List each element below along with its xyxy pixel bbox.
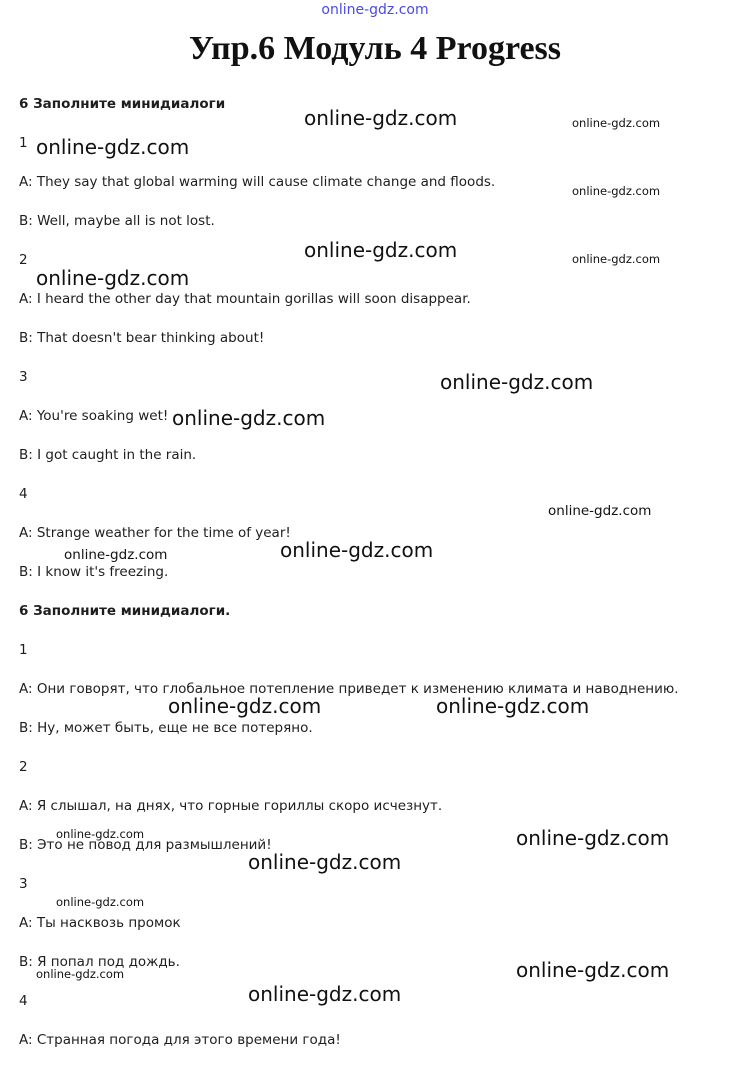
watermark: online-gdz.com	[572, 116, 661, 130]
watermark: online-gdz.com	[516, 826, 670, 850]
watermark: online-gdz.com	[280, 538, 434, 562]
watermark: online-gdz.com	[248, 982, 402, 1006]
dialog-number: 3	[19, 369, 28, 385]
watermark: online-gdz.com	[64, 547, 168, 563]
watermark: online-gdz.com	[168, 694, 322, 718]
watermark: online-gdz.com	[172, 406, 326, 430]
dialog-line-a: A: Strange weather for the time of year!	[19, 525, 291, 541]
dialog-line-b: B: I know it's freezing.	[19, 564, 169, 580]
watermark: online-gdz.com	[56, 827, 145, 841]
watermark: online-gdz.com	[36, 266, 190, 290]
dialog-line-a: A: Они говорят, что глобальное потепление приведет к изменению климата и наводнению.	[19, 681, 679, 697]
watermark: online-gdz.com	[248, 850, 402, 874]
dialog-line-b: B: I got caught in the rain.	[19, 447, 197, 463]
watermark: online-gdz.com	[572, 252, 661, 266]
watermark: online-gdz.com	[304, 106, 458, 130]
watermark: online-gdz.com	[56, 895, 145, 909]
dialog-number: 2	[19, 759, 28, 775]
watermark: online-gdz.com	[36, 967, 125, 981]
dialog-line-a: A: They say that global warming will cause climate change and floods.	[19, 174, 496, 190]
watermark: online-gdz.com	[436, 694, 590, 718]
dialog-line-b: B: That doesn't bear thinking about!	[19, 330, 265, 346]
dialog-number: 4	[19, 486, 28, 502]
dialog-number: 4	[19, 993, 28, 1009]
section-heading-english: 6 Заполните минидиалоги	[19, 96, 226, 112]
dialog-line-b: B: Ну, может быть, еще не все потеряно.	[19, 720, 313, 736]
watermark: online-gdz.com	[304, 238, 458, 262]
dialog-number: 1	[19, 642, 28, 658]
watermark: online-gdz.com	[36, 135, 190, 159]
dialog-line-a: A: Странная погода для этого времени года!	[19, 1032, 341, 1048]
watermark: online-gdz.com	[548, 503, 652, 519]
dialog-line-b: B: Well, maybe all is not lost.	[19, 213, 215, 229]
watermark: online-gdz.com	[572, 184, 661, 198]
section-heading-russian: 6 Заполните минидиалоги.	[19, 603, 231, 619]
dialog-line-a: A: You're soaking wet!	[19, 408, 169, 424]
watermark: online-gdz.com	[516, 958, 670, 982]
dialog-line-a: A: Ты насквозь промок	[19, 915, 181, 931]
dialog-line-b: B: Это не повод для размышлений!	[19, 837, 272, 853]
dialog-line-a: A: I heard the other day that mountain gorillas will soon disappear.	[19, 291, 471, 307]
dialog-number: 2	[19, 252, 28, 268]
dialog-number: 1	[19, 135, 28, 151]
page-title: Упр.6 Модуль 4 Progress	[188, 30, 561, 67]
site-link[interactable]: online-gdz.com	[321, 2, 429, 18]
dialog-number: 3	[19, 876, 28, 892]
dialog-line-a: A: Я слышал, на днях, что горные гориллы скоро исчезнут.	[19, 798, 443, 814]
dialog-line-b: B: Я попал под дождь.	[19, 954, 180, 970]
watermark: online-gdz.com	[440, 370, 594, 394]
